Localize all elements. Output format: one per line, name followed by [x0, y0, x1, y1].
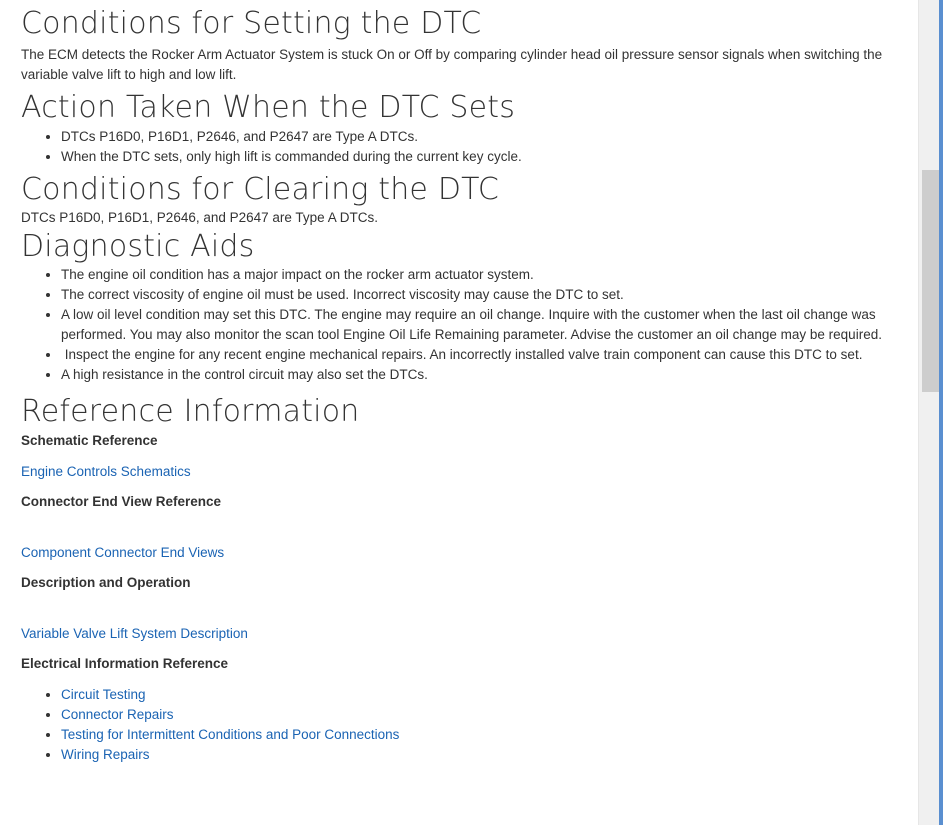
variable-valve-lift-description-link[interactable]: Variable Valve Lift System Description: [21, 626, 248, 641]
description-operation-heading: Description and Operation: [21, 575, 191, 590]
electrical-links-list: [21, 685, 909, 765]
description-link-line: [21, 624, 909, 644]
list-item: • A high resistance in the control circuit may also set the DTCs.: [61, 365, 909, 385]
document-content: [21, 0, 909, 765]
list-item: • DTCs P16D0, P16D1, P2646, and P2647 are Type A DTCs.: [61, 127, 909, 147]
list-item: [61, 725, 909, 745]
engine-controls-schematics-link[interactable]: Engine Controls Schematics: [21, 464, 191, 479]
action-list: [21, 127, 909, 167]
list-item: • The correct viscosity of engine oil must be used. Incorrect viscosity may cause the DTC to set.: [61, 285, 909, 305]
scrollbar-edge-accent: [939, 0, 943, 825]
list-item: [61, 705, 909, 725]
heading-diagnostic-aids: Diagnostic Aids: [21, 229, 255, 264]
setting-text: The ECM detects the Rocker Arm Actuator System is stuck On or Off by comparing cylinder head oil pressure sensor signals when switching the variable valve lift to high and low lift.: [21, 47, 883, 82]
list-item: • Inspect the engine for any recent engine mechanical repairs. An incorrectly installed valve train component can cause this DTC to set.: [61, 345, 909, 365]
intermittent-conditions-link[interactable]: Testing for Intermittent Conditions and Poor Connections: [61, 727, 400, 742]
list-item: [61, 685, 909, 705]
circuit-testing-link[interactable]: Circuit Testing: [61, 687, 146, 702]
schematic-link-line: [21, 462, 909, 482]
list-item: • A low oil level condition may set this DTC. The engine may require an oil change. Inquire with the customer when the last oil change was performed. You may also monitor the scan tool Engine Oil Life Remaining parameter. Advise the customer an oil change may be required.: [61, 305, 909, 345]
scrollbar-thumb[interactable]: [922, 170, 939, 392]
wiring-repairs-link[interactable]: Wiring Repairs: [61, 747, 150, 762]
connector-end-view-heading: Connector End View Reference: [21, 494, 222, 509]
vertical-scrollbar[interactable]: [918, 0, 943, 825]
heading-conditions-clearing: Conditions for Clearing the DTC: [21, 172, 500, 207]
clearing-text: DTCs P16D0, P16D1, P2646, and P2647 are Type A DTCs.: [21, 210, 378, 225]
connector-repairs-link[interactable]: Connector Repairs: [61, 707, 174, 722]
electrical-information-heading: Electrical Information Reference: [21, 656, 229, 671]
heading-action-taken: Action Taken When the DTC Sets: [21, 90, 516, 125]
list-item: [61, 745, 909, 765]
list-item: • The engine oil condition has a major impact on the rocker arm actuator system.: [61, 265, 909, 285]
diagnostic-aids-list: [21, 265, 909, 385]
connector-link-line: [21, 543, 909, 563]
schematic-reference-heading: Schematic Reference: [21, 433, 158, 448]
component-connector-end-views-link[interactable]: Component Connector End Views: [21, 545, 225, 560]
heading-reference-information: Reference Information: [21, 394, 360, 429]
list-item: • When the DTC sets, only high lift is commanded during the current key cycle.: [61, 147, 909, 167]
heading-conditions-setting: Conditions for Setting the DTC: [21, 6, 482, 41]
